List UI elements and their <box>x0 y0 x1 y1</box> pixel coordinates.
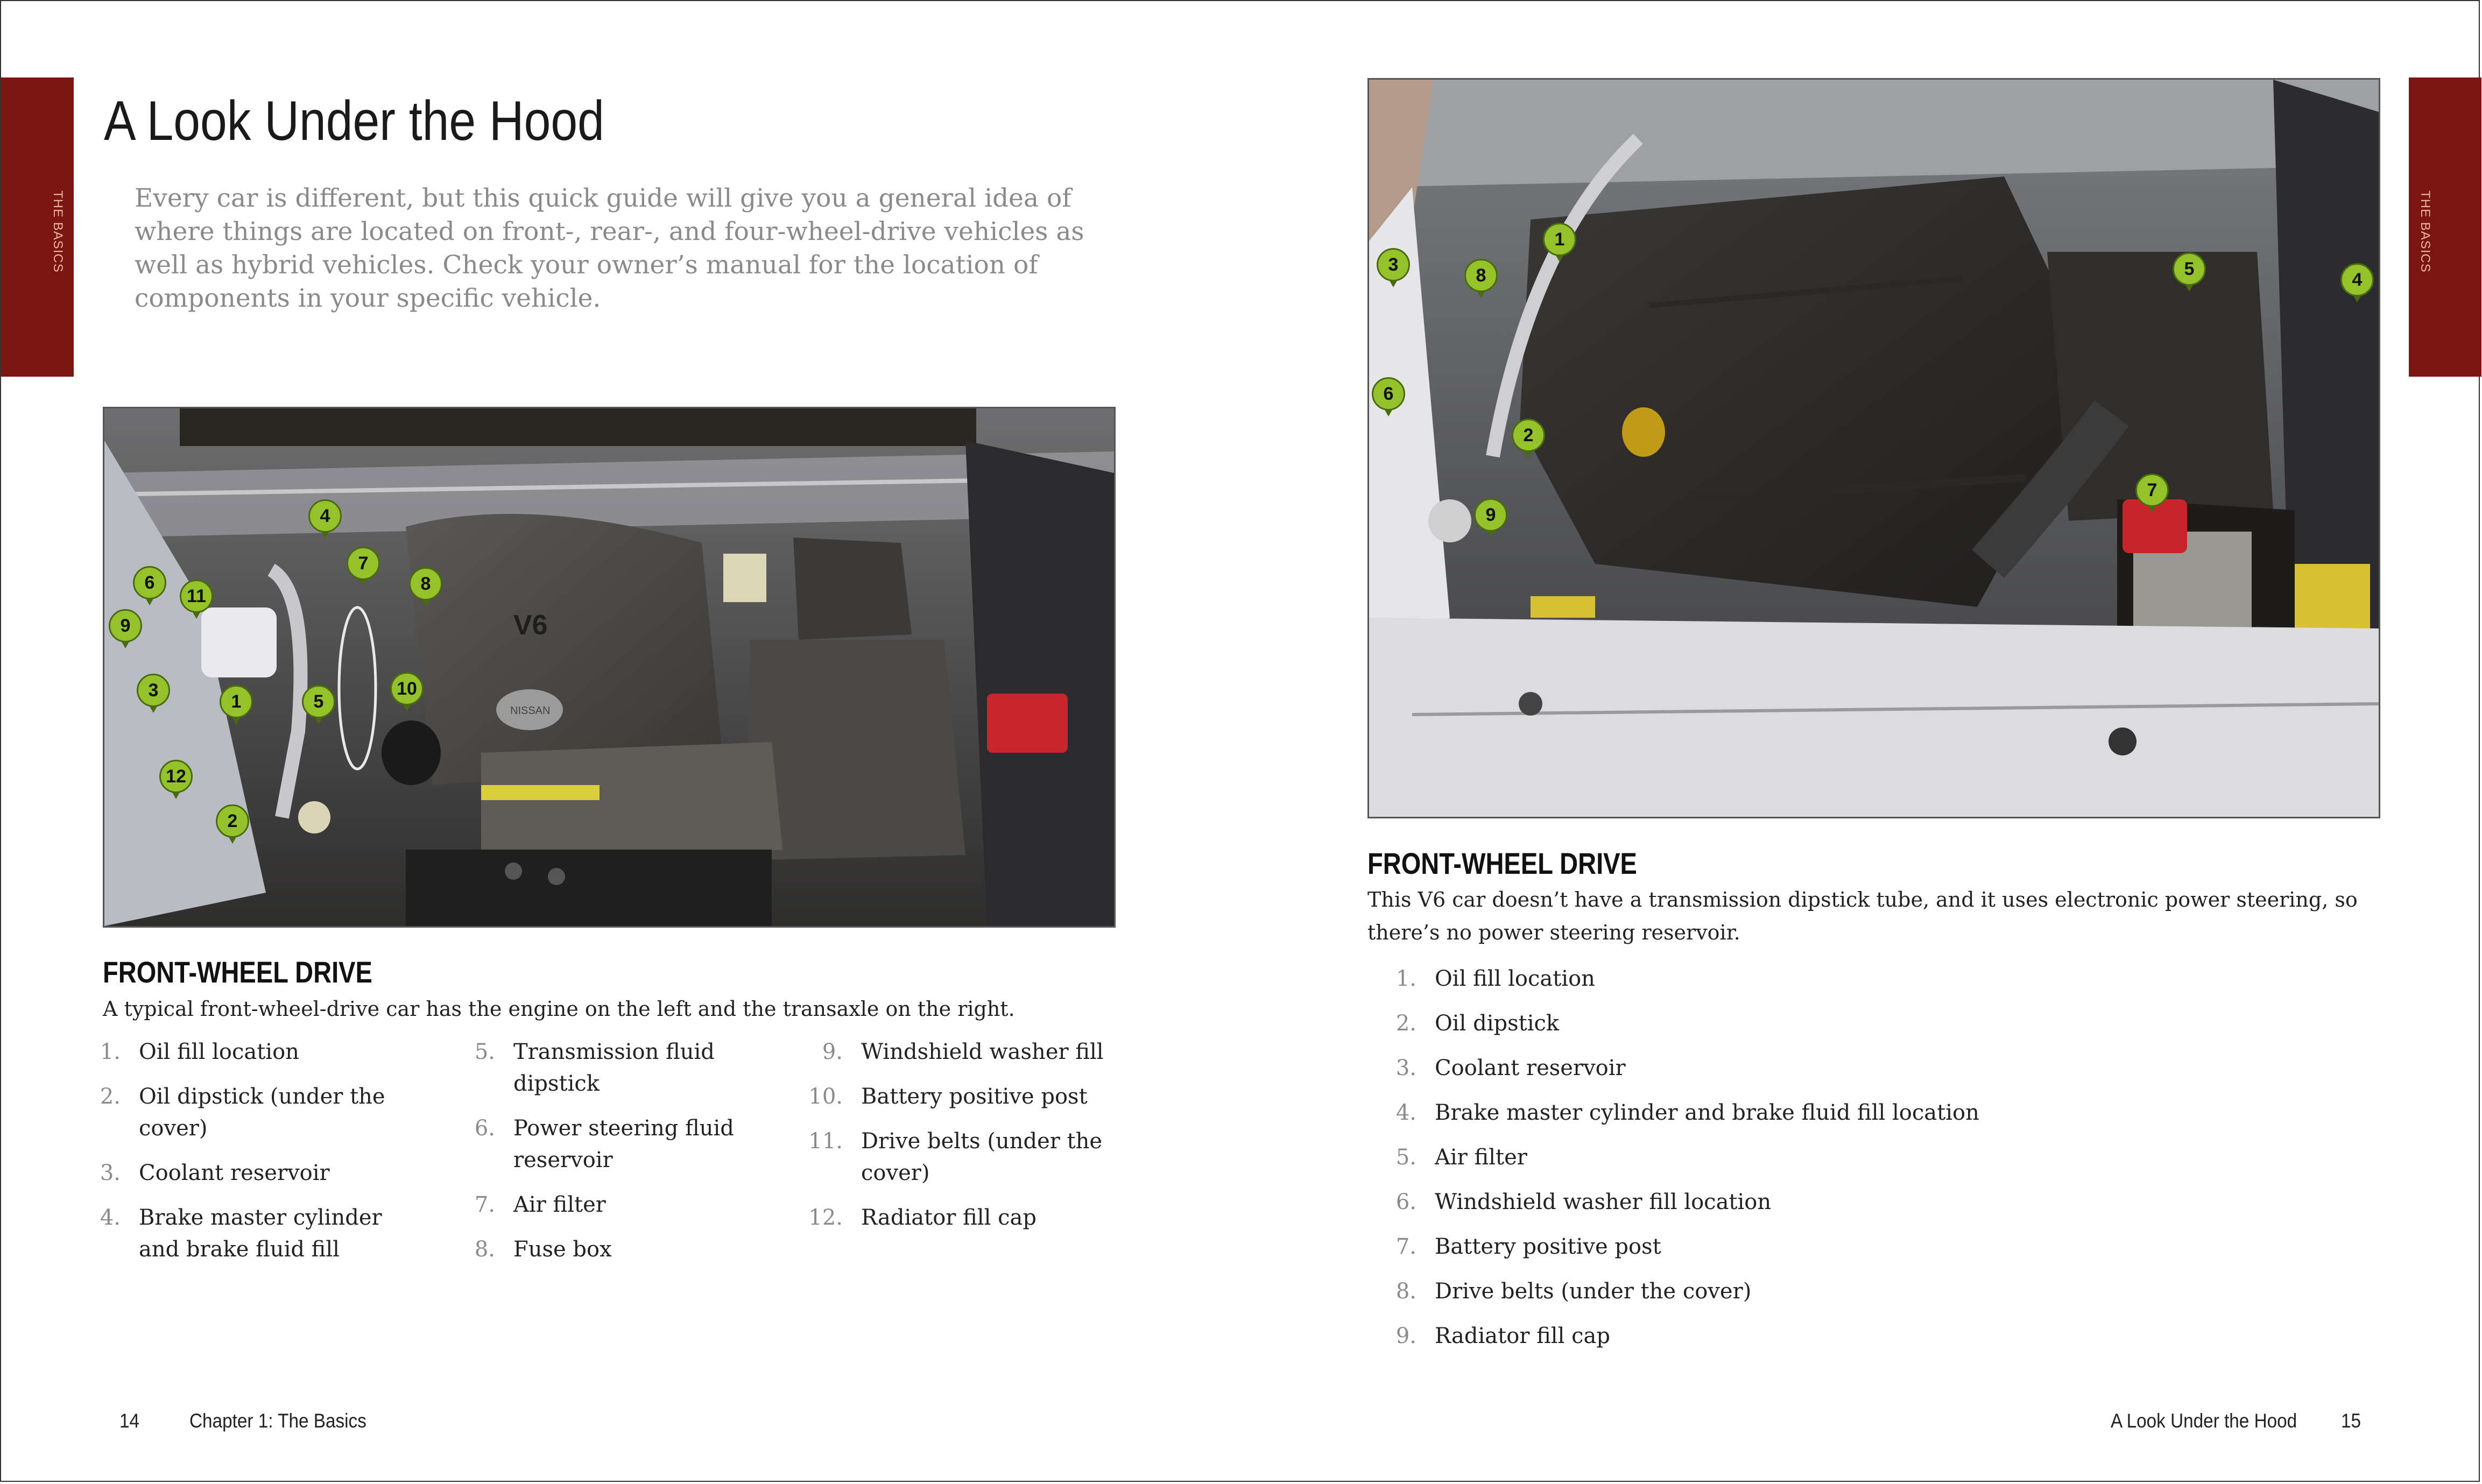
list-text: Coolant reservoir <box>1435 1056 1626 1080</box>
running-footer-chapter: Chapter 1: The Basics <box>189 1410 366 1432</box>
list-item <box>1371 1142 2340 1174</box>
callout-marker-10: 10 <box>390 672 424 705</box>
list-item <box>75 1202 425 1266</box>
brand-badge: NISSAN <box>510 705 551 717</box>
engine-badge: V6 <box>513 610 548 641</box>
list-number: 1. <box>100 1040 121 1064</box>
list-item <box>1371 1052 2340 1084</box>
list-number: 5. <box>474 1040 495 1064</box>
list-text: Brake master cylinder and brake fluid fill location <box>1435 1100 1979 1125</box>
list-number: 5. <box>1395 1145 1416 1170</box>
callout-marker-5: 5 <box>302 685 335 718</box>
callout-marker-9: 9 <box>1474 498 1507 532</box>
list-text: Battery positive post <box>1435 1234 1661 1259</box>
list-number: 4. <box>100 1205 121 1230</box>
list-number: 6. <box>1395 1190 1416 1214</box>
callout-marker-11: 11 <box>180 580 213 613</box>
running-footer-title: A Look Under the Hood <box>2111 1410 2297 1432</box>
list-item <box>1371 1276 2340 1308</box>
list-number: 6. <box>474 1116 495 1141</box>
callout-marker-12: 12 <box>159 760 193 793</box>
list-text: Windshield washer fill <box>861 1040 1104 1064</box>
list-number: 10. <box>808 1084 843 1109</box>
callout-marker-3: 3 <box>1377 248 1410 281</box>
list-item <box>450 1036 751 1100</box>
list-text: Battery positive post <box>861 1084 1088 1109</box>
section-description-right: This V6 car doesn’t have a transmission dipstick tube, and it uses electronic power steering, so there’s no power steering reservoir. <box>1367 888 2358 944</box>
callout-marker-6: 6 <box>133 566 166 599</box>
callout-marker-1: 1 <box>220 685 253 718</box>
callout-marker-2: 2 <box>1512 419 1545 452</box>
list-item <box>1371 1231 2340 1263</box>
list-number: 7. <box>1395 1234 1416 1259</box>
list-number: 11. <box>808 1129 843 1154</box>
callout-marker-1: 1 <box>1543 223 1576 256</box>
list-text: Transmission fluid dipstick <box>513 1040 715 1096</box>
list-number: 1. <box>1395 966 1416 991</box>
callout-marker-2: 2 <box>216 804 249 838</box>
list-number: 2. <box>100 1084 121 1109</box>
parts-list-left-col1 <box>75 1036 425 1278</box>
list-text: Coolant reservoir <box>139 1161 330 1185</box>
engine-bay-photo-front-wheel-drive <box>103 407 1116 928</box>
list-number: 3. <box>100 1161 121 1185</box>
page-title: A Look Under the Hood <box>104 90 604 152</box>
side-tab-right <box>2409 77 2481 377</box>
list-text: Air filter <box>513 1192 606 1217</box>
list-item <box>1371 963 2340 995</box>
list-text: Brake master cylinder and brake fluid fill <box>139 1205 382 1262</box>
list-text: Windshield washer fill location <box>1435 1190 1772 1214</box>
list-text: Drive belts (under the cover) <box>1435 1279 1752 1304</box>
list-number: 8. <box>474 1237 495 1262</box>
list-item <box>798 1081 1120 1113</box>
list-text: Oil dipstick (under the cover) <box>139 1084 385 1141</box>
callout-marker-6: 6 <box>1372 377 1405 411</box>
callout-marker-4: 4 <box>308 499 342 533</box>
side-tab-label: THE BASICS <box>2418 190 2432 273</box>
list-item <box>450 1234 751 1266</box>
parts-list-left-col2 <box>450 1036 751 1278</box>
parts-list-left-col3 <box>798 1036 1120 1247</box>
engine-bay-photo-v6 <box>1367 78 2380 818</box>
list-item <box>75 1081 425 1144</box>
list-number: 2. <box>1395 1011 1416 1036</box>
list-item <box>75 1157 425 1189</box>
engine-bay-illustration <box>104 408 1114 926</box>
list-number: 9. <box>822 1040 843 1064</box>
list-text: Oil dipstick <box>1435 1011 1560 1036</box>
list-number: 12. <box>808 1205 843 1230</box>
callout-marker-5: 5 <box>2173 252 2206 286</box>
section-heading-left: FRONT-WHEEL DRIVE <box>103 955 372 989</box>
callout-marker-4: 4 <box>2340 263 2374 296</box>
list-text: Radiator fill cap <box>861 1205 1036 1230</box>
list-number: 9. <box>1395 1324 1416 1348</box>
list-text: Power steering fluid reservoir <box>513 1116 734 1172</box>
list-text: Oil fill location <box>1435 966 1595 991</box>
list-text: Air filter <box>1435 1145 1527 1170</box>
list-number: 7. <box>474 1192 495 1217</box>
side-tab-label: THE BASICS <box>51 190 65 273</box>
list-text: Fuse box <box>513 1237 612 1262</box>
side-tab-left <box>1 77 74 377</box>
list-item <box>798 1126 1120 1189</box>
callout-marker-8: 8 <box>409 567 442 600</box>
list-item <box>1371 1097 2340 1129</box>
list-item <box>1371 1186 2340 1218</box>
section-heading-right: FRONT-WHEEL DRIVE <box>1367 846 1637 880</box>
callout-marker-7: 7 <box>347 547 380 580</box>
list-item <box>798 1202 1120 1234</box>
page-number-left: 14 <box>119 1410 140 1432</box>
list-text: Radiator fill cap <box>1435 1324 1610 1348</box>
section-description-left: A typical front-wheel-drive car has the engine on the left and the transaxle on the right. <box>103 997 1015 1021</box>
list-item <box>1371 1008 2340 1040</box>
callout-marker-9: 9 <box>109 609 142 642</box>
list-number: 3. <box>1395 1056 1416 1080</box>
callout-marker-3: 3 <box>137 674 170 707</box>
list-item <box>798 1036 1120 1068</box>
list-number: 4. <box>1395 1100 1416 1125</box>
intro-paragraph: Every car is different, but this quick guide will give you a general idea of where things are located on front-, rear-, and four-wheel-drive vehicles as well as hybrid vehicles. Check your owner’s manual for the location of components in your specific vehicle. <box>135 183 1084 313</box>
list-item <box>450 1189 751 1221</box>
callout-marker-7: 7 <box>2135 474 2169 507</box>
list-number: 8. <box>1395 1279 1416 1304</box>
list-item <box>1371 1320 2340 1352</box>
callout-marker-8: 8 <box>1464 259 1498 292</box>
list-item <box>450 1113 751 1176</box>
list-text: Drive belts (under the cover) <box>861 1129 1103 1185</box>
list-item <box>75 1036 425 1068</box>
list-text: Oil fill location <box>139 1040 299 1064</box>
parts-list-right <box>1371 963 2340 1365</box>
page-number-right: 15 <box>2341 1410 2361 1432</box>
